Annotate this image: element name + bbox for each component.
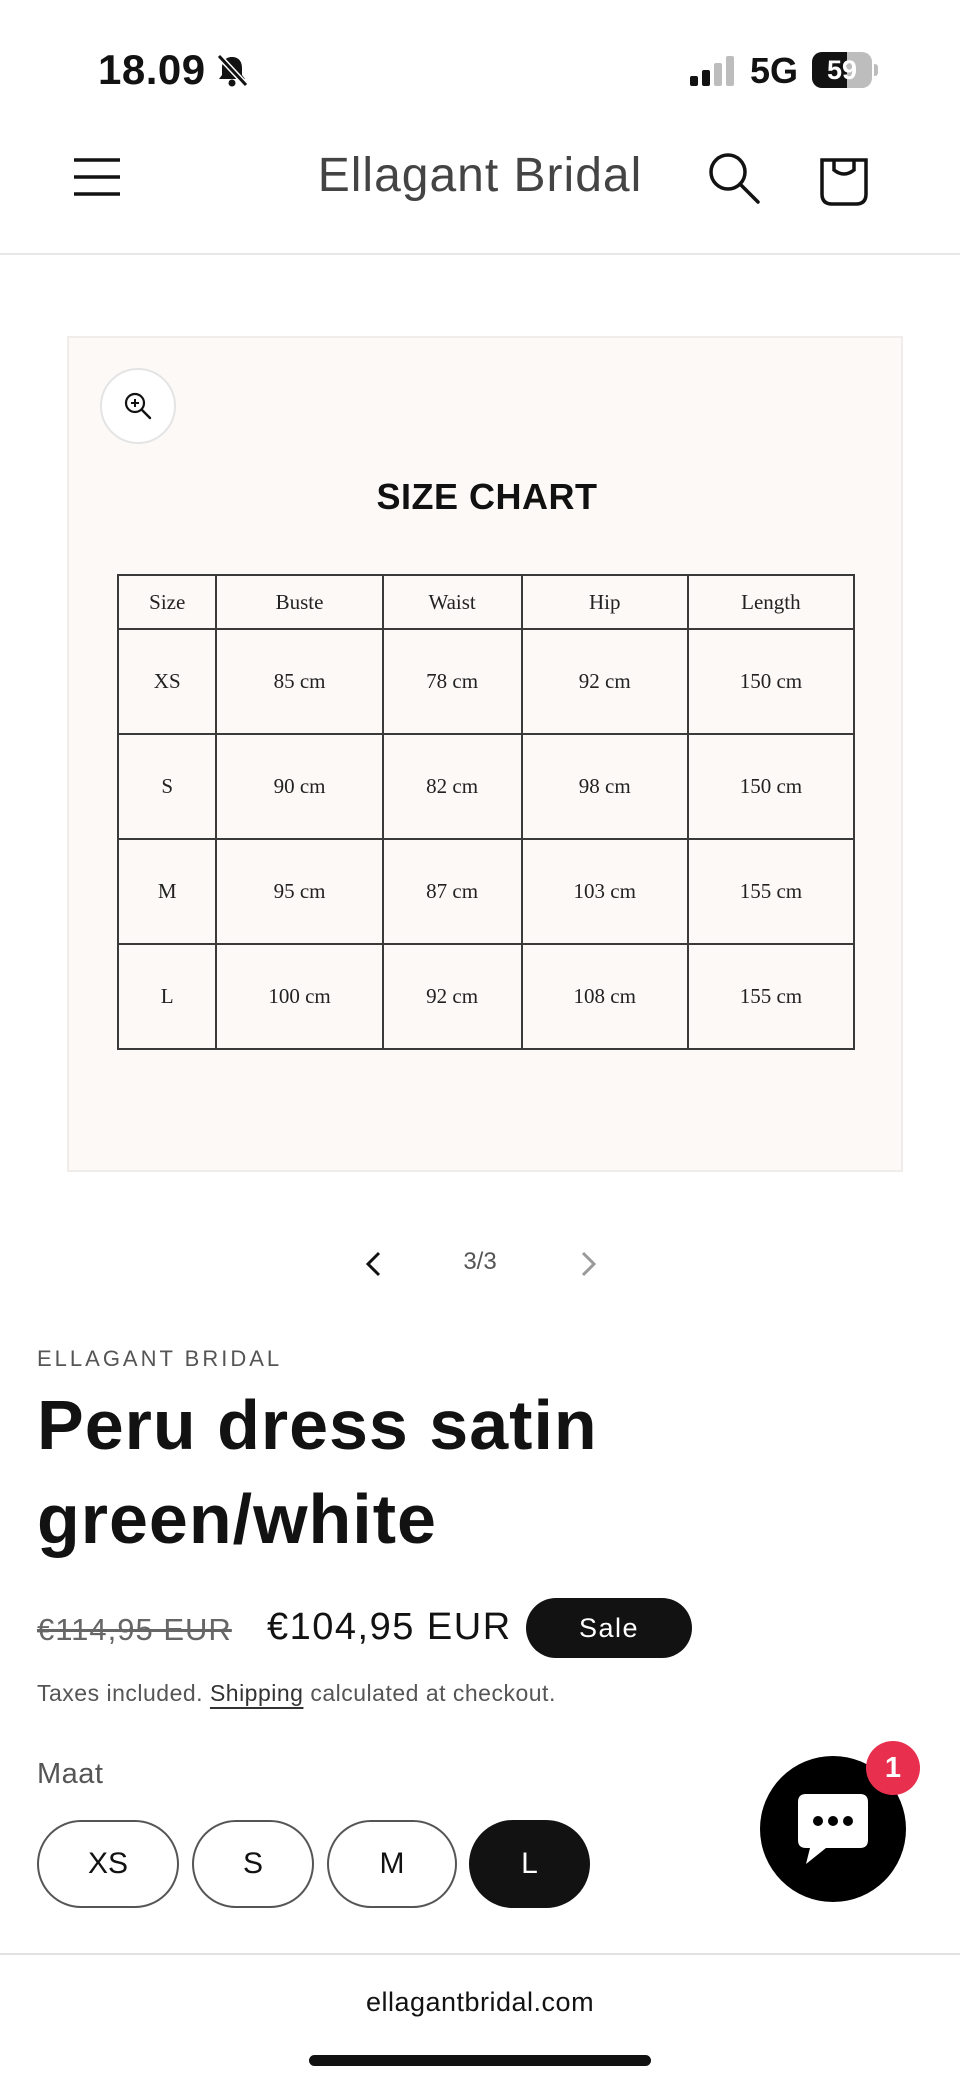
size-chart-heading: SIZE CHART: [376, 476, 598, 517]
table-cell: 92 cm: [522, 629, 688, 734]
battery-icon: [812, 52, 878, 88]
table-cell: 87 cm: [383, 839, 522, 944]
size-table-header: Hip: [522, 575, 688, 629]
store-logo-title[interactable]: Ellagant Bridal: [317, 149, 643, 202]
table-cell: 103 cm: [522, 839, 688, 944]
size-option-l[interactable]: L: [469, 1820, 590, 1908]
regular-price: €114,95 EUR: [37, 1612, 232, 1647]
product-title: Peru dress satin green/white: [37, 1386, 598, 1558]
tax-note-prefix: Taxes included.: [37, 1680, 210, 1706]
table-cell: XS: [118, 629, 216, 734]
sale-price: €104,95 EUR: [267, 1606, 512, 1648]
search-button[interactable]: [706, 150, 762, 206]
size-table-header-row: [118, 575, 854, 629]
battery-percent: 59: [826, 55, 858, 85]
home-indicator[interactable]: [309, 2055, 651, 2066]
cellular-signal-icon: [688, 54, 736, 88]
cart-button[interactable]: [814, 148, 874, 208]
size-table-header: Waist: [383, 575, 522, 629]
table-cell: 98 cm: [522, 734, 688, 839]
slide-counter: 3/3: [463, 1248, 497, 1275]
shopping-bag-icon: [814, 148, 874, 208]
status-time: 18.09: [98, 46, 206, 93]
battery-tip: [874, 64, 878, 76]
size-table-header: Buste: [216, 575, 382, 629]
chevron-right-icon: [566, 1242, 610, 1286]
table-cell: 85 cm: [216, 629, 382, 734]
table-cell: 90 cm: [216, 734, 382, 839]
url-text[interactable]: ellagantbridal.com: [365, 1987, 595, 2017]
size-chart-table: [117, 574, 855, 1050]
slider-controls: [0, 1236, 960, 1292]
table-cell: M: [118, 839, 216, 944]
table-cell: 92 cm: [383, 944, 522, 1049]
search-icon: [706, 150, 762, 206]
table-cell: 100 cm: [216, 944, 382, 1049]
size-option-m[interactable]: M: [327, 1820, 457, 1908]
table-row: [118, 734, 854, 839]
table-row: [118, 944, 854, 1049]
tax-note-suffix: calculated at checkout.: [303, 1680, 556, 1706]
size-table-header: Size: [118, 575, 216, 629]
table-cell: 155 cm: [688, 944, 854, 1049]
network-type: 5G: [750, 50, 799, 91]
size-option-s[interactable]: S: [192, 1820, 314, 1908]
table-cell: 150 cm: [688, 734, 854, 839]
shipping-link[interactable]: Shipping: [209, 1680, 304, 1706]
tax-note: [37, 1680, 556, 1707]
browser-address-bar[interactable]: [0, 1953, 960, 2081]
table-cell: 108 cm: [522, 944, 688, 1049]
table-cell: 78 cm: [383, 629, 522, 734]
table-cell: 155 cm: [688, 839, 854, 944]
chevron-left-icon: [352, 1242, 396, 1286]
table-cell: S: [118, 734, 216, 839]
table-cell: 95 cm: [216, 839, 382, 944]
site-header: [0, 120, 960, 255]
zoom-button[interactable]: [100, 368, 176, 444]
bell-muted-icon: [214, 52, 250, 88]
battery-body: [812, 52, 872, 88]
table-cell: 150 cm: [688, 629, 854, 734]
status-bar: [0, 0, 960, 120]
next-slide-button[interactable]: [566, 1242, 610, 1286]
size-option-xs[interactable]: XS: [37, 1820, 179, 1908]
table-row: [118, 629, 854, 734]
table-cell: 82 cm: [383, 734, 522, 839]
previous-slide-button[interactable]: [352, 1242, 396, 1286]
zoom-in-icon: [122, 390, 154, 422]
size-option-label: Maat: [37, 1758, 104, 1790]
sale-badge: Sale: [526, 1598, 692, 1658]
table-row: [118, 839, 854, 944]
size-table-header: Length: [688, 575, 854, 629]
product-media-image[interactable]: [67, 336, 903, 1172]
chat-notification-badge: 1: [866, 1741, 920, 1795]
table-cell: L: [118, 944, 216, 1049]
product-vendor: ELLAGANT BRIDAL: [37, 1346, 283, 1371]
